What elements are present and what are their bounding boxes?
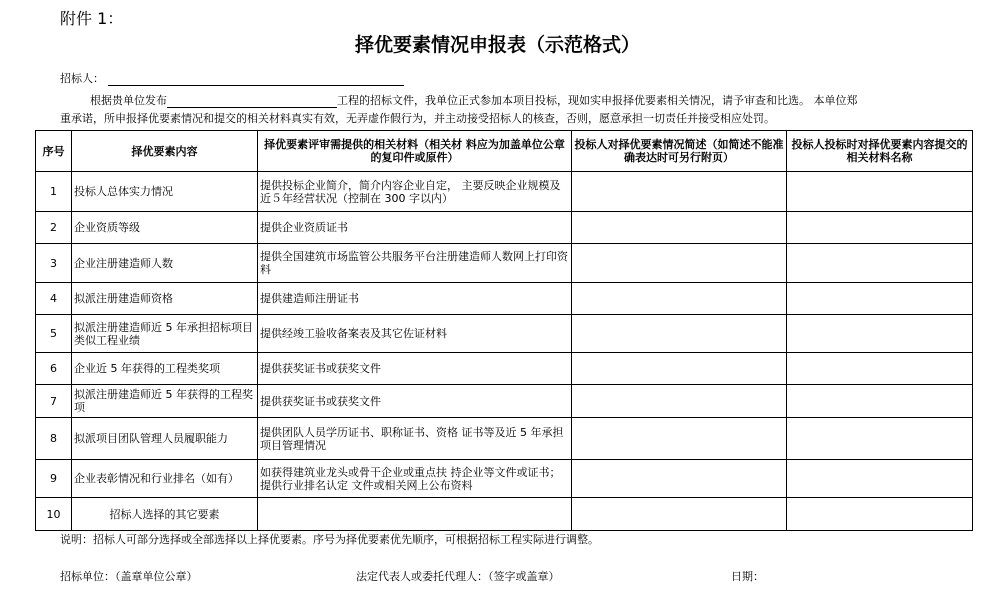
row-material: 提供投标企业简介，简介内容企业自定， 主要反映企业规模及近５年经营状况（控制在 300 字以内） [258,172,572,212]
row-submitted-cell[interactable] [787,385,973,418]
row-summary-cell[interactable] [572,212,787,244]
row-no: 10 [36,498,72,531]
note-text: 说明：招标人可部分选择或全部选择以上择优要素。序号为择优要素优先顺序，可根据招标工程实际进行调整。 [60,533,599,546]
table-row [36,244,973,283]
row-summary-cell[interactable] [572,353,787,385]
row-content: 企业资质等级 [72,212,258,244]
row-no: 5 [36,315,72,353]
table-row [36,498,973,531]
table-row [36,283,973,315]
row-submitted-cell[interactable] [787,244,973,283]
row-no: 9 [36,460,72,498]
table-header-row [36,131,973,172]
header-content: 择优要素内容 [72,131,258,172]
row-submitted-cell[interactable] [787,212,973,244]
header-no: 序号 [36,131,72,172]
row-submitted-cell[interactable] [787,460,973,498]
row-material: 提供全国建筑市场监管公共服务平台注册建造师人数网上打印资料 [258,244,572,283]
row-summary-cell[interactable] [572,385,787,418]
header-summary: 投标人对择优要素情况简述（如简述不能准确表达时可另行附页） [572,131,787,172]
row-content: 投标人总体实力情况 [72,172,258,212]
row-content: 企业注册建造师人数 [72,244,258,283]
signature-unit: 招标单位：（盖章单位公章） [60,570,198,583]
row-submitted-cell[interactable] [787,315,973,353]
row-material: 提供获奖证书或获奖文件 [258,353,572,385]
table-row [36,418,973,460]
row-summary-cell[interactable] [572,244,787,283]
row-summary-cell[interactable] [572,418,787,460]
bidder-label: 招标人： [60,72,104,85]
row-content: 拟派注册建造师资格 [72,283,258,315]
attachment-label: 附件 1： [60,9,124,28]
row-material[interactable] [258,498,572,531]
row-no: 2 [36,212,72,244]
intro-part1: 根据贵单位发布 [90,94,167,107]
page-title: 择优要素情况申报表（示范格式） [354,34,640,56]
row-no: 8 [36,418,72,460]
intro-line-1 [90,92,858,108]
table-row [36,460,973,498]
row-material: 提供经竣工验收备案表及其它佐证材料 [258,315,572,353]
intro-line-2: 重承诺，所申报择优要素情况和提交的相关材料真实有效，无弄虚作假行为，并主动接受招标人的核查，否则，愿意承担一切责任并接受相应处罚。 [60,112,775,125]
row-summary-cell[interactable] [572,460,787,498]
row-material: 提供团队人员学历证书、职称证书、资格 证书等及近 5 年承担项目管理情况 [258,418,572,460]
table-row [36,385,973,418]
row-submitted-cell[interactable] [787,498,973,531]
table-row [36,212,973,244]
bidder-field [60,70,404,86]
row-content: 企业近 5 年获得的工程类奖项 [72,353,258,385]
row-material: 提供建造师注册证书 [258,283,572,315]
intro-part2: 工程的招标文件，我单位正式参加本项目投标，现如实申报择优要素相关情况，请予审查和比选。 本单位郑 [337,94,858,107]
header-material: 择优要素评审需提供的相关材料（相关材 料应为加盖单位公章的复印件或原件） [258,131,572,172]
row-content: 拟派注册建造师近 5 年承担招标项目类似工程业绩 [72,315,258,353]
table-row [36,315,973,353]
row-no: 4 [36,283,72,315]
row-summary-cell[interactable] [572,315,787,353]
factors-table [35,130,973,531]
header-submitted: 投标人投标时对择优要素内容提交的相关材料名称 [787,131,973,172]
row-content: 拟派项目团队管理人员履职能力 [72,418,258,460]
row-content: 招标人选择的其它要素 [72,498,258,531]
row-summary-cell[interactable] [572,283,787,315]
signature-representative: 法定代表人或委托代理人：（签字或盖章） [356,570,560,583]
bidder-blank-line [108,73,404,86]
table-row [36,172,973,212]
row-no: 7 [36,385,72,418]
row-no: 6 [36,353,72,385]
row-no: 1 [36,172,72,212]
row-submitted-cell[interactable] [787,283,973,315]
row-material: 提供企业资质证书 [258,212,572,244]
row-material: 如获得建筑业龙头或骨干企业或重点扶 持企业等文件或证书；提供行业排名认定 文件或相关网上公布资料 [258,460,572,498]
row-no: 3 [36,244,72,283]
row-content: 企业表彰情况和行业排名（如有） [72,460,258,498]
row-submitted-cell[interactable] [787,172,973,212]
table-row [36,353,973,385]
project-blank-line [167,95,337,108]
row-summary-cell[interactable] [572,498,787,531]
row-material: 提供获奖证书或获奖文件 [258,385,572,418]
row-submitted-cell[interactable] [787,418,973,460]
row-summary-cell[interactable] [572,172,787,212]
row-submitted-cell[interactable] [787,353,973,385]
signature-date: 日期： [731,570,764,583]
row-content: 拟派注册建造师近 5 年获得的工程奖项 [72,385,258,418]
